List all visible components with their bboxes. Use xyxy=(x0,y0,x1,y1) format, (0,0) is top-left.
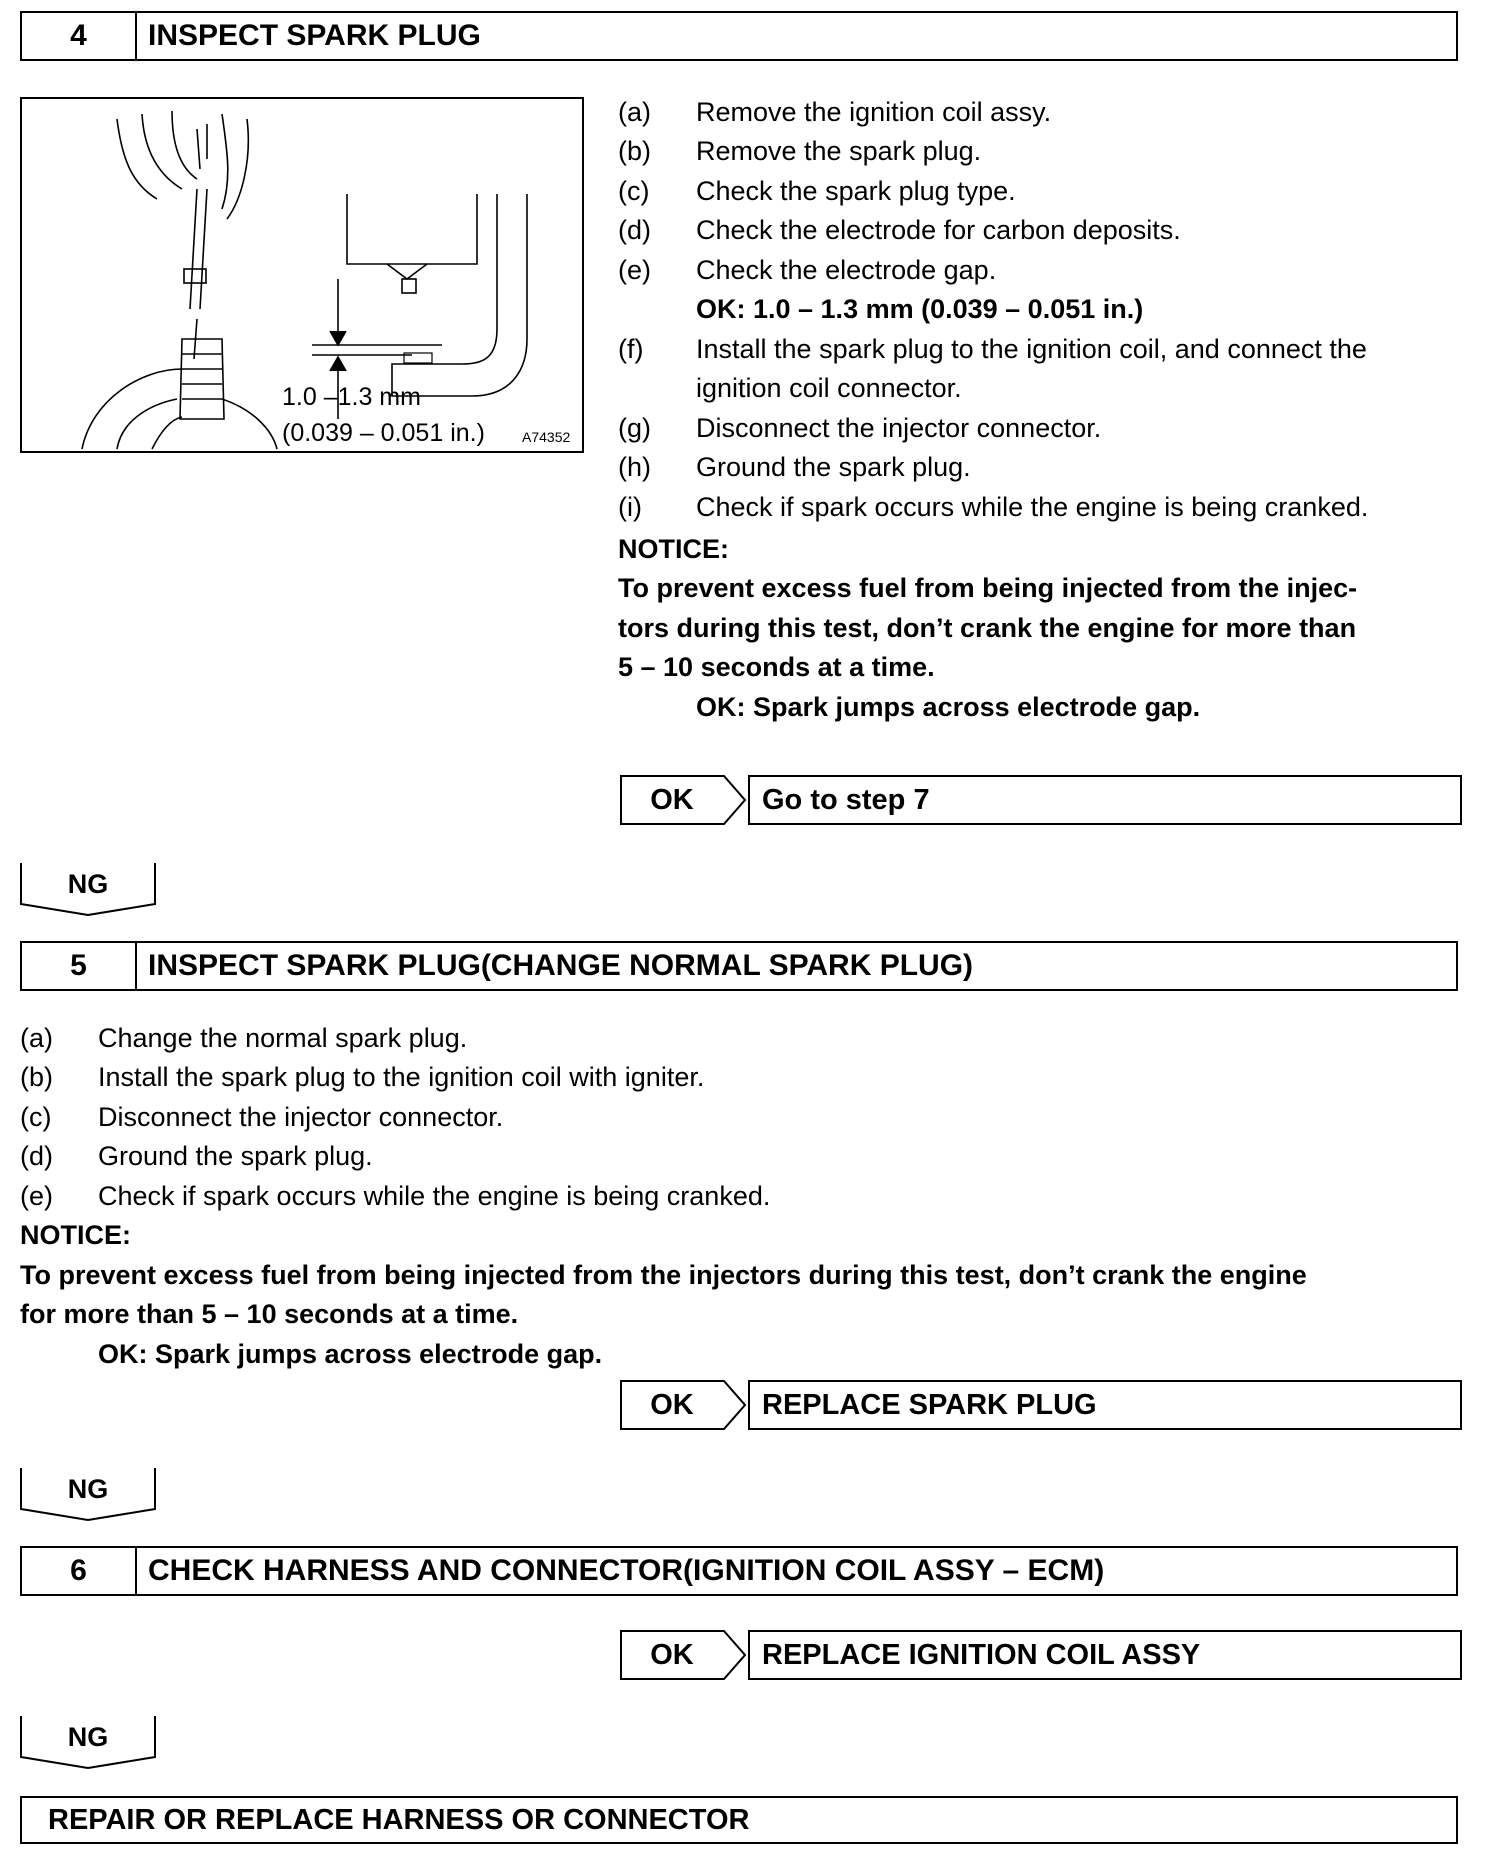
gap-mm-label: 1.0 –1.3 mm xyxy=(282,383,421,411)
notice-label: NOTICE: xyxy=(618,534,729,564)
ok-label: OK xyxy=(650,784,694,816)
step-number: 6 xyxy=(22,1548,137,1594)
ok-label: OK xyxy=(650,1639,694,1671)
step-4-header xyxy=(20,11,1458,61)
ng-label: NG xyxy=(67,869,109,899)
gap-in-label: (0.039 – 0.051 in.) xyxy=(282,419,485,447)
ng-label: NG xyxy=(67,1474,109,1504)
ok-branch xyxy=(620,1380,1462,1430)
notice-line: tors during this test, don’t crank the engine for more than xyxy=(618,613,1357,643)
ok-branch xyxy=(620,775,1462,825)
go-to-step-7-link[interactable]: Go to step 7 xyxy=(748,775,1462,825)
step-6-header xyxy=(20,1546,1458,1596)
step-5-header xyxy=(20,941,1458,991)
notice-line: To prevent excess fuel from being injected from the injec- xyxy=(618,573,1358,603)
spark-plug-gap-figure xyxy=(20,97,584,453)
ok-branch xyxy=(620,1630,1462,1680)
notice-line: To prevent excess fuel from being injected from the injectors during this test, don’t crank the engine xyxy=(20,1260,1307,1290)
final-action-title: REPAIR OR REPLACE HARNESS OR CONNECTOR xyxy=(48,1804,750,1836)
ng-branch xyxy=(20,1467,156,1521)
step-title: CHECK HARNESS AND CONNECTOR(IGNITION COIL ASSY – ECM) xyxy=(148,1554,1105,1587)
ng-branch xyxy=(20,1715,156,1769)
ok-label: OK xyxy=(650,1389,694,1421)
ng-branch xyxy=(20,862,156,916)
notice-label: NOTICE: xyxy=(20,1220,131,1250)
replace-ignition-coil-link[interactable]: REPLACE IGNITION COIL ASSY xyxy=(748,1630,1462,1680)
step-number: 4 xyxy=(22,13,137,59)
ng-label: NG xyxy=(67,1722,109,1752)
step-title: INSPECT SPARK PLUG(CHANGE NORMAL SPARK PLUG) xyxy=(148,949,974,982)
final-action-box xyxy=(20,1796,1458,1844)
step-number: 5 xyxy=(22,943,137,989)
replace-spark-plug-link[interactable]: REPLACE SPARK PLUG xyxy=(748,1380,1462,1430)
ok-criteria: OK: Spark jumps across electrode gap. xyxy=(98,1339,603,1369)
notice-line: for more than 5 – 10 seconds at a time. xyxy=(20,1299,519,1329)
notice-line: 5 – 10 seconds at a time. xyxy=(618,652,935,682)
ok-criteria: OK: Spark jumps across electrode gap. xyxy=(696,692,1201,722)
figure-code: A74352 xyxy=(522,429,571,445)
step-title: INSPECT SPARK PLUG xyxy=(148,19,481,52)
